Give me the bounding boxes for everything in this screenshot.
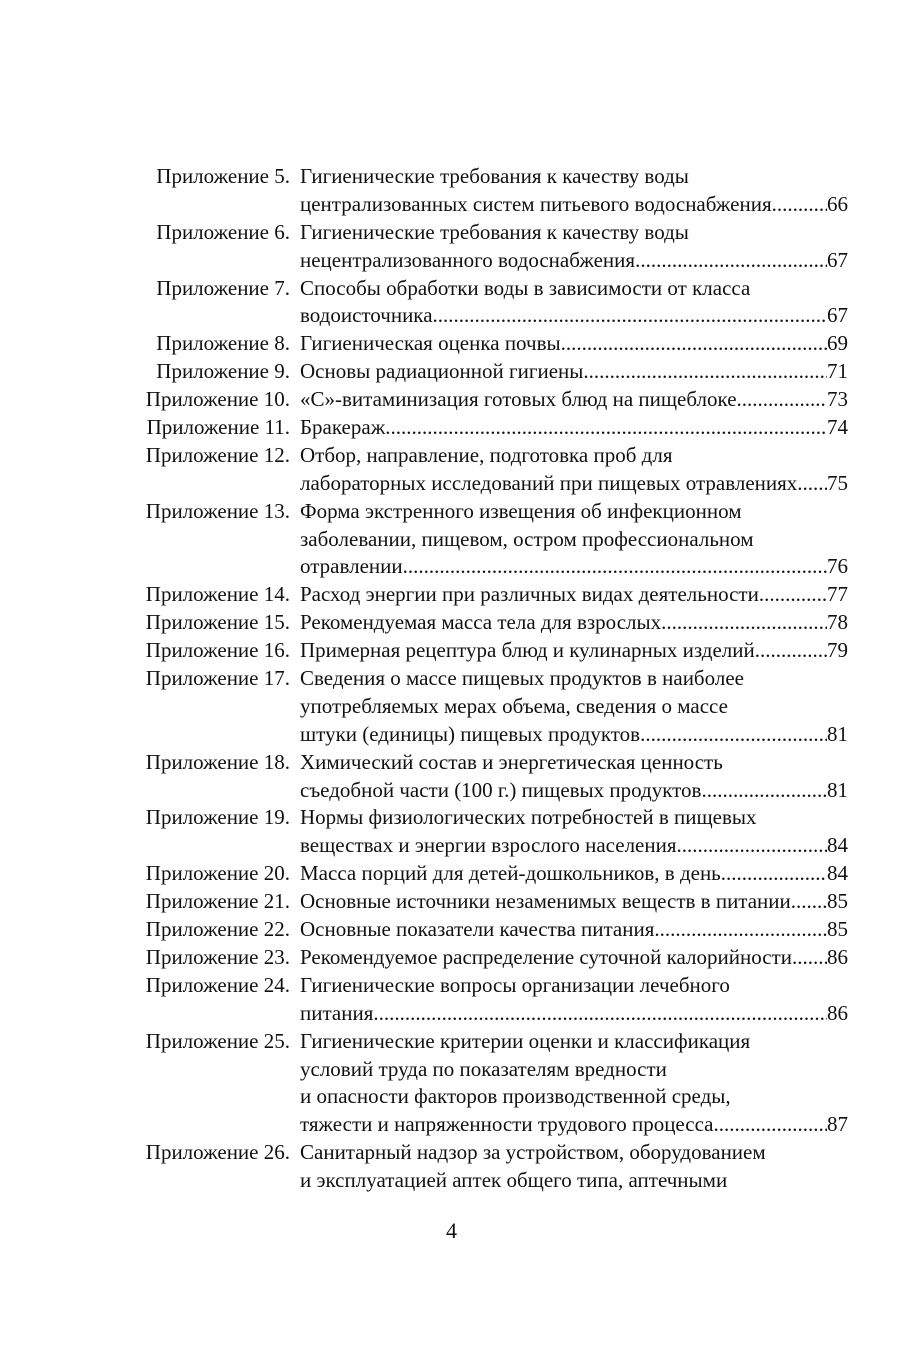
appendix-label: Приложение 9. bbox=[156, 359, 290, 384]
toc-row bbox=[0, 386, 903, 414]
toc-row bbox=[0, 1167, 903, 1195]
appendix-label: Приложение 25. bbox=[145, 1028, 290, 1053]
toc-row bbox=[0, 972, 903, 1000]
entry-title-text: веществах и энергии взрослого населения bbox=[300, 833, 677, 858]
appendix-label: Приложение 5. bbox=[156, 164, 290, 188]
entry-title-line bbox=[300, 1083, 848, 1111]
entry-title-text: употребляемых мерах объема, сведения о массе bbox=[300, 693, 728, 718]
appendix-label: Приложение 24. bbox=[145, 972, 290, 997]
entry-title-line bbox=[300, 442, 848, 470]
toc-row bbox=[0, 693, 903, 721]
entry-title-line bbox=[300, 219, 848, 247]
toc-row bbox=[0, 498, 903, 526]
toc-row bbox=[0, 888, 903, 916]
entry-page-number: 78 bbox=[827, 610, 848, 635]
entry-page-number: 71 bbox=[827, 359, 848, 384]
toc-row bbox=[0, 609, 903, 637]
entry-page-number: 75 bbox=[827, 470, 848, 495]
toc-row bbox=[0, 219, 903, 247]
entry-page-number: 86 bbox=[827, 944, 848, 969]
dot-leader bbox=[714, 1111, 828, 1139]
entry-title-text: Гигиенические требования к качеству воды bbox=[300, 219, 689, 244]
toc-row bbox=[0, 330, 903, 358]
toc-row bbox=[0, 1028, 903, 1056]
appendix-label: Приложение 13. bbox=[145, 498, 290, 523]
dot-leader bbox=[755, 637, 827, 665]
entry-title-line bbox=[300, 832, 848, 860]
entry-title-text: централизованных систем питьевого водоснабжения bbox=[300, 191, 772, 216]
entry-page-number: 86 bbox=[827, 1000, 848, 1025]
toc-row bbox=[0, 1056, 903, 1084]
dot-leader bbox=[772, 191, 827, 219]
toc-row bbox=[0, 442, 903, 470]
entry-title-line bbox=[300, 1111, 848, 1139]
entry-title-line bbox=[300, 693, 848, 721]
appendix-label: Приложение 15. bbox=[145, 610, 290, 635]
entry-title-text: Гигиенические вопросы организации лечебного bbox=[300, 972, 730, 997]
entry-page-number: 84 bbox=[827, 861, 848, 886]
toc-row bbox=[0, 247, 903, 275]
dot-leader bbox=[721, 860, 827, 888]
entry-page-number: 81 bbox=[827, 721, 848, 746]
entry-title-line bbox=[300, 581, 848, 609]
entry-page-number: 74 bbox=[827, 415, 848, 440]
appendix-label: Приложение 19. bbox=[145, 805, 290, 830]
toc-row bbox=[0, 163, 903, 191]
dot-leader bbox=[403, 553, 827, 581]
entry-title-text: Примерная рецептура блюд и кулинарных изделий bbox=[300, 638, 755, 663]
dot-leader bbox=[561, 330, 827, 358]
entry-page-number: 84 bbox=[827, 833, 848, 858]
appendix-label: Приложение 22. bbox=[145, 917, 290, 942]
entry-title-text: и эксплуатацией аптек общего типа, аптечными bbox=[300, 1168, 728, 1193]
entry-title-text: Санитарный надзор за устройством, оборудованием bbox=[300, 1140, 766, 1165]
entry-title-line bbox=[300, 526, 848, 554]
dot-leader bbox=[791, 888, 827, 916]
entry-title-text: условий труда по показателям вредности bbox=[300, 1056, 667, 1081]
toc-row bbox=[0, 358, 903, 386]
entry-page-number: 85 bbox=[827, 917, 848, 942]
toc-row bbox=[0, 749, 903, 777]
toc-row bbox=[0, 637, 903, 665]
entry-title-text: водоисточника bbox=[300, 303, 433, 328]
entry-title-line bbox=[300, 275, 848, 303]
entry-title-line bbox=[300, 777, 848, 805]
appendix-label: Приложение 20. bbox=[145, 861, 290, 886]
entry-title-line bbox=[300, 609, 848, 637]
appendix-label: Приложение 7. bbox=[156, 275, 290, 300]
toc-row bbox=[0, 275, 903, 303]
entry-page-number: 77 bbox=[827, 582, 848, 607]
appendix-label: Приложение 17. bbox=[145, 666, 290, 691]
toc-row bbox=[0, 777, 903, 805]
entry-title-line bbox=[300, 665, 848, 693]
entry-title-text: Бракераж bbox=[300, 415, 386, 440]
entry-title-text: Расход энергии при различных видах деятельности bbox=[300, 582, 759, 607]
entry-title-line bbox=[300, 191, 848, 219]
entry-title-line bbox=[300, 330, 848, 358]
dot-leader bbox=[737, 386, 827, 414]
toc-row bbox=[0, 302, 903, 330]
entry-title-line bbox=[300, 972, 848, 1000]
entry-title-line bbox=[300, 888, 848, 916]
entry-title-line bbox=[300, 804, 848, 832]
entry-page-number: 67 bbox=[827, 303, 848, 328]
entry-title-text: Гигиенические критерии оценки и классификация bbox=[300, 1028, 751, 1053]
entry-title-line bbox=[300, 498, 848, 526]
entry-title-line bbox=[300, 414, 848, 442]
entry-title-line bbox=[300, 1000, 848, 1028]
toc-row bbox=[0, 1000, 903, 1028]
dot-leader bbox=[661, 609, 827, 637]
dot-leader bbox=[433, 302, 827, 330]
entry-title-line bbox=[300, 860, 848, 888]
entry-title-line bbox=[300, 1056, 848, 1084]
toc-row bbox=[0, 191, 903, 219]
dot-leader bbox=[797, 470, 827, 498]
entry-title-text: отравлении bbox=[300, 554, 403, 579]
entry-title-text: Рекомендуемая масса тела для взрослых bbox=[300, 610, 662, 635]
toc-row bbox=[0, 1139, 903, 1167]
entry-title-text: «С»-витаминизация готовых блюд на пищеблоке bbox=[300, 387, 737, 412]
appendix-label: Приложение 6. bbox=[156, 219, 290, 244]
entry-title-text: Основные показатели качества питания bbox=[300, 917, 655, 942]
entry-title-text: заболевании, пищевом, остром профессиональном bbox=[300, 526, 754, 551]
entry-title-line bbox=[300, 302, 848, 330]
dot-leader bbox=[635, 247, 827, 275]
appendix-label: Приложение 14. bbox=[145, 582, 290, 607]
entry-title-text: съедобной части (100 г.) пищевых продуктов bbox=[300, 777, 702, 802]
page-number: 4 bbox=[446, 1218, 457, 1243]
entry-page-number: 87 bbox=[827, 1112, 848, 1137]
entry-title-text: Масса порций для детей-дошкольников, в день bbox=[300, 861, 721, 886]
entry-title-text: Рекомендуемое распределение суточной калорийности bbox=[300, 944, 792, 969]
entry-title-line bbox=[300, 1028, 848, 1056]
appendix-label: Приложение 11. bbox=[146, 415, 290, 440]
entry-title-text: Отбор, направление, подготовка проб для bbox=[300, 442, 673, 467]
entry-page-number: 81 bbox=[827, 777, 848, 802]
entry-title-line bbox=[300, 247, 848, 275]
dot-leader bbox=[677, 832, 827, 860]
entry-title-text: и опасности факторов производственной среды, bbox=[300, 1084, 731, 1109]
toc-row bbox=[0, 832, 903, 860]
table-of-contents bbox=[0, 163, 903, 1195]
entry-title-line bbox=[300, 721, 848, 749]
dot-leader bbox=[373, 1000, 827, 1028]
toc-row bbox=[0, 804, 903, 832]
dot-leader bbox=[654, 916, 827, 944]
dot-leader bbox=[792, 944, 827, 972]
toc-row bbox=[0, 470, 903, 498]
entry-title-text: Химический состав и энергетическая ценность bbox=[300, 749, 723, 774]
toc-row bbox=[0, 944, 903, 972]
toc-row bbox=[0, 526, 903, 554]
appendix-label: Приложение 10. bbox=[145, 387, 290, 412]
appendix-label: Приложение 16. bbox=[145, 638, 290, 663]
entry-title-text: нецентрализованного водоснабжения bbox=[300, 247, 636, 272]
appendix-label: Приложение 21. bbox=[145, 889, 290, 914]
toc-row bbox=[0, 553, 903, 581]
appendix-label: Приложение 26. bbox=[145, 1140, 290, 1165]
entry-title-text: Сведения о массе пищевых продуктов в наиболее bbox=[300, 666, 744, 691]
appendix-label: Приложение 12. bbox=[145, 442, 290, 467]
toc-row bbox=[0, 860, 903, 888]
dot-leader bbox=[701, 777, 827, 805]
entry-title-line bbox=[300, 163, 848, 191]
appendix-label: Приложение 8. bbox=[156, 331, 290, 356]
entry-title-text: тяжести и напряженности трудового процесса bbox=[300, 1112, 714, 1137]
entry-page-number: 67 bbox=[827, 247, 848, 272]
entry-page-number: 79 bbox=[827, 638, 848, 663]
toc-row bbox=[0, 916, 903, 944]
toc-row bbox=[0, 1111, 903, 1139]
entry-title-text: Форма экстренного извещения об инфекционном bbox=[300, 498, 742, 523]
dot-leader bbox=[640, 721, 827, 749]
entry-title-line bbox=[300, 386, 848, 414]
entry-title-text: лабораторных исследований при пищевых отравлениях bbox=[300, 470, 798, 495]
appendix-label: Приложение 18. bbox=[145, 749, 290, 774]
entry-title-text: штуки (единицы) пищевых продуктов bbox=[300, 721, 641, 746]
toc-row bbox=[0, 414, 903, 442]
entry-title-line bbox=[300, 1139, 848, 1167]
entry-title-line bbox=[300, 470, 848, 498]
entry-page-number: 69 bbox=[827, 331, 848, 356]
toc-row bbox=[0, 721, 903, 749]
entry-page-number: 85 bbox=[827, 889, 848, 914]
entry-title-line bbox=[300, 749, 848, 777]
appendix-label: Приложение 23. bbox=[145, 944, 290, 969]
entry-title-text: Нормы физиологических потребностей в пищевых bbox=[300, 805, 757, 830]
toc-row bbox=[0, 665, 903, 693]
dot-leader bbox=[385, 414, 827, 442]
entry-title-text: Гигиеническая оценка почвы bbox=[300, 331, 561, 356]
toc-row bbox=[0, 1083, 903, 1111]
dot-leader bbox=[759, 581, 827, 609]
entry-title-line bbox=[300, 916, 848, 944]
entry-title-text: Гигиенические требования к качеству воды bbox=[300, 164, 689, 188]
toc-row bbox=[0, 581, 903, 609]
entry-title-text: Способы обработки воды в зависимости от класса bbox=[300, 275, 751, 300]
dot-leader bbox=[583, 358, 827, 386]
entry-title-line bbox=[300, 553, 848, 581]
entry-title-line bbox=[300, 1167, 848, 1195]
entry-page-number: 66 bbox=[827, 191, 848, 216]
entry-page-number: 76 bbox=[827, 554, 848, 579]
entry-title-text: питания bbox=[300, 1000, 374, 1025]
entry-title-text: Основные источники незаменимых веществ в питании bbox=[300, 889, 791, 914]
entry-title-line bbox=[300, 944, 848, 972]
entry-title-line bbox=[300, 358, 848, 386]
entry-title-text: Основы радиационной гигиены bbox=[300, 359, 584, 384]
entry-page-number: 73 bbox=[827, 387, 848, 412]
entry-title-line bbox=[300, 637, 848, 665]
